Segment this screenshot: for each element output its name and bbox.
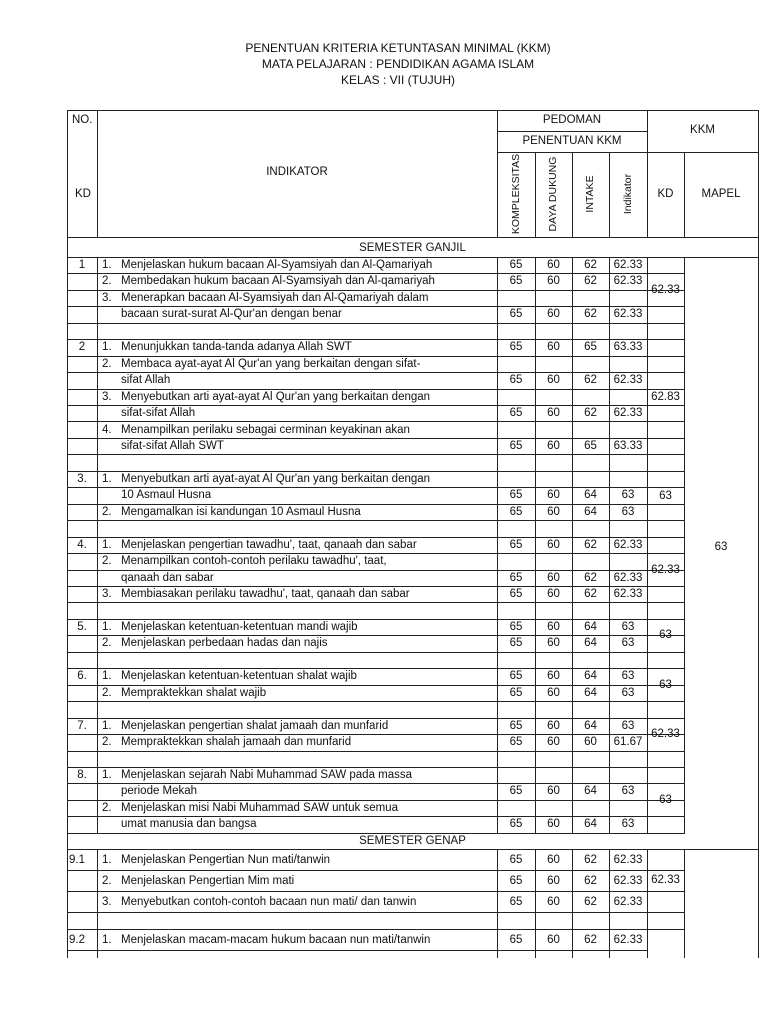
indikator-value: 63.33 [613,440,643,452]
intake-value: 64 [584,687,597,699]
indicator-text: umat manusia dan bangsa [121,818,257,830]
semester-genap: SEMESTER GENAP [359,835,466,847]
kd-number: 4. [77,539,87,551]
daya-dukung-value: 60 [547,539,560,551]
daya-dukung-value: 60 [547,407,560,419]
intake-value: 64 [584,818,597,830]
intake-value: 64 [584,506,597,518]
indicator-index: 2. [102,802,112,814]
grid-line [758,110,759,958]
kd-number: 9.2 [69,934,85,946]
grid-line [67,701,685,702]
indicator-text: Menjelaskan hukum bacaan Al-Syamsiyah dan Al-Qamariyah [121,259,433,271]
grid-line [497,849,498,958]
indicator-index: 3. [102,588,112,600]
indicator-index: 3. [102,896,112,908]
grid-line [535,152,536,237]
grid-line [67,110,759,111]
indicator-index: 1. [102,539,112,551]
intake-value: 62 [584,407,597,419]
indicator-index: 1. [102,621,112,633]
daya-dukung-value: 60 [547,785,560,797]
intake-value: 64 [584,720,597,732]
indikator-value: 63 [621,818,635,830]
kkm-kd-value: 62.33 [651,874,680,886]
grid-line [67,652,685,653]
daya-dukung-value: 60 [547,854,560,866]
indicator-text: 10 Asmaul Husna [121,489,212,501]
grid-line [572,849,573,958]
kkm-kd-value: 63 [659,794,672,806]
indicator-text: Menampilkan contoh-contoh perilaku tawadhu', taat, [121,555,387,567]
grid-line [647,849,648,958]
kd-number: 6. [77,670,87,682]
kompleksitas-value: 65 [509,259,523,271]
grid-line [609,849,610,958]
indicator-index: 2. [102,358,112,370]
grid-line [67,950,648,951]
indikator-value: 63 [621,687,635,699]
indikator-value: 62.33 [613,896,643,908]
indicator-text: Mengamalkan isi kandungan 10 Asmaul Husna [121,506,361,518]
kompleksitas-value: 65 [509,934,523,946]
col-intake: INTAKE [584,175,596,213]
kd-number: 8. [77,769,87,781]
indicator-index: 2. [102,275,112,287]
grid-line [67,110,68,958]
grid-line [497,131,648,132]
indicator-text: sifat-sifat Allah SWT [121,440,224,452]
indicator-text: Menyebutkan contoh-contoh bacaan nun mati/ dan tanwin [121,896,417,908]
grid-line [67,929,685,930]
indikator-value: 62.33 [613,259,643,271]
col-kompleksitas: KOMPLEKSITAS [510,153,522,235]
kompleksitas-value: 65 [509,637,523,649]
indicator-text: sifat Allah [121,374,171,386]
indicator-index: 2. [102,555,112,567]
indicator-text: Membaca ayat-ayat Al Qur'an yang berkaitan dengan sifat- [121,358,421,370]
intake-value: 62 [584,374,597,386]
kompleksitas-value: 65 [509,854,523,866]
grid-line [67,891,685,892]
indicator-index: 4. [102,424,112,436]
intake-value: 65 [584,440,597,452]
daya-dukung-value: 60 [547,670,560,682]
kd-number: 5. [77,621,87,633]
indicator-index: 2. [102,637,112,649]
kompleksitas-value: 65 [509,407,523,419]
indicator-index: 1. [102,341,112,353]
grid-line [67,849,759,850]
indicator-index: 1. [102,934,112,946]
intake-value: 62 [584,308,597,320]
intake-value: 62 [584,854,597,866]
daya-dukung-value: 60 [547,341,560,353]
intake-value: 64 [584,489,597,501]
col-indikator-vertical: Indikator [622,173,634,215]
intake-value: 60 [584,736,597,748]
title-line-2: MATA PELAJARAN : PENDIDIKAN AGAMA ISLAM [261,57,535,71]
intake-value: 62 [584,572,597,584]
indikator-value: 62.33 [613,875,643,887]
grid-line [97,849,98,958]
indicator-text: Menjelaskan perbedaan hadas dan najis [121,637,328,649]
intake-value: 62 [584,588,597,600]
col-kkm-kd: KD [657,188,674,200]
kompleksitas-value: 65 [509,275,523,287]
grid-line [684,849,685,958]
indicator-index: 2. [102,506,112,518]
kd-number: 1 [78,259,86,271]
daya-dukung-value: 60 [547,621,560,633]
kompleksitas-value: 65 [509,588,523,600]
indicator-index: 2. [102,875,112,887]
indikator-value: 63 [621,785,635,797]
indicator-text: Membedakan hukum bacaan Al-Syamsiyah dan Al-qamariyah [121,275,435,287]
intake-value: 62 [584,896,597,908]
kompleksitas-value: 65 [509,308,523,320]
intake-value: 62 [584,539,597,551]
indikator-value: 62.33 [613,407,643,419]
kkm-kd-value: 63 [659,629,672,641]
indikator-value: 63 [621,621,635,633]
indikator-value: 62.33 [613,854,643,866]
grid-line [572,152,573,237]
kompleksitas-value: 65 [509,720,523,732]
kompleksitas-value: 65 [509,374,523,386]
daya-dukung-value: 60 [547,736,560,748]
intake-value: 65 [584,341,597,353]
kkm-kd-value: 62.33 [651,564,680,576]
col-pedoman: PEDOMAN [542,114,602,126]
daya-dukung-value: 60 [547,259,560,271]
daya-dukung-value: 60 [547,637,560,649]
kd-number: 2 [78,341,86,353]
indicator-index: 1. [102,854,112,866]
kompleksitas-value: 65 [509,506,523,518]
grid-line [67,237,759,238]
kompleksitas-value: 65 [509,896,523,908]
kompleksitas-value: 65 [509,572,523,584]
intake-value: 64 [584,670,597,682]
kompleksitas-value: 65 [509,785,523,797]
grid-line [67,870,685,871]
kompleksitas-value: 65 [509,341,523,353]
grid-line [97,257,98,833]
indicator-text: Membiasakan perilaku tawadhu', taat, qanaah dan sabar [121,588,410,600]
grid-line [67,454,685,455]
grid-line [647,257,648,833]
title-line-1: PENENTUAN KRITERIA KETUNTASAN MINIMAL (KKM) [245,41,551,55]
indicator-text: Menjelaskan Pengertian Nun mati/tanwin [121,854,331,866]
indicator-text: Mempraktekkan shalat wajib [121,687,267,699]
kkm-kd-value: 63 [659,490,672,502]
indikator-value: 62.33 [613,588,643,600]
indikator-value: 62.33 [613,308,643,320]
grid-line [609,152,610,237]
kkm-kd-value: 63 [659,679,672,691]
intake-value: 64 [584,785,597,797]
indicator-text: Menjelaskan ketentuan-ketentuan mandi wajib [121,621,358,633]
grid-line [572,257,573,833]
indicator-text: Menjelaskan pengertian shalat jamaah dan munfarid [121,720,389,732]
col-daya-dukung: DAYA DUKUNG [547,156,559,232]
daya-dukung-value: 60 [547,308,560,320]
kompleksitas-value: 65 [509,489,523,501]
intake-value: 64 [584,621,597,633]
grid-line [497,110,498,237]
kd-number: 3. [77,473,87,485]
indicator-index: 1. [102,259,112,271]
daya-dukung-value: 60 [547,934,560,946]
daya-dukung-value: 60 [547,440,560,452]
daya-dukung-value: 60 [547,572,560,584]
kkm-kd-value: 62.33 [651,284,680,296]
grid-line [67,602,685,603]
kompleksitas-value: 65 [509,621,523,633]
kompleksitas-value: 65 [509,687,523,699]
indicator-text: Menampilkan perilaku sebagai cerminan keyakinan akan [121,424,410,436]
intake-value: 62 [584,275,597,287]
kkm-kd-value: 62.83 [651,391,680,403]
daya-dukung-value: 60 [547,275,560,287]
indicator-text: Menjelaskan sejarah Nabi Muhammad SAW pada massa [121,769,413,781]
indikator-value: 63 [621,506,635,518]
indicator-index: 2. [102,687,112,699]
intake-value: 62 [584,934,597,946]
daya-dukung-value: 60 [547,506,560,518]
indicator-text: sifat-sifat Allah [121,407,196,419]
grid-line [67,323,685,324]
indicator-text: Menjelaskan pengertian tawadhu', taat, qanaah dan sabar [121,539,417,551]
col-indikator: INDIKATOR [266,166,328,178]
indicator-index: 3. [102,292,112,304]
indicator-text: bacaan surat-surat Al-Qur'an dengan benar [121,308,342,320]
kd-number: 7. [77,720,87,732]
kompleksitas-value: 65 [509,670,523,682]
indicator-text: Menjelaskan macam-macam hukum bacaan nun mati/tanwin [121,934,431,946]
indicator-index: 1. [102,670,112,682]
grid-line [67,520,685,521]
indikator-value: 63 [621,489,635,501]
indicator-text: Mempraktekkan shalah jamaah dan munfarid [121,736,352,748]
intake-value: 62 [584,875,597,887]
indicator-text: Menjelaskan misi Nabi Muhammad SAW untuk semua [121,802,398,814]
kompleksitas-value: 65 [509,818,523,830]
indikator-value: 62.33 [613,374,643,386]
indicator-text: periode Mekah [121,785,198,797]
grid-line [497,257,498,833]
daya-dukung-value: 60 [547,687,560,699]
col-no: NO. [72,114,93,126]
indicator-index: 1. [102,473,112,485]
daya-dukung-value: 60 [547,896,560,908]
indicator-text: qanaah dan sabar [121,572,214,584]
daya-dukung-value: 60 [547,374,560,386]
indicator-index: 2. [102,736,112,748]
indicator-text: Menyebutkan arti ayat-ayat Al Qur'an yang berkaitan dengan [121,391,431,403]
indicator-text: Menjelaskan ketentuan-ketentuan shalat wajib [121,670,357,682]
kkm-kd-value: 62.33 [651,728,680,740]
intake-value: 64 [584,637,597,649]
kkm-mapel-value: 63 [714,541,728,553]
daya-dukung-value: 60 [547,875,560,887]
grid-line [609,257,610,833]
indikator-value: 62.33 [613,539,643,551]
indicator-text: Menerapkan bacaan Al-Syamsiyah dan Al-Qamariyah dalam [121,292,429,304]
daya-dukung-value: 60 [547,489,560,501]
grid-line [535,849,536,958]
grid-line [67,421,685,422]
grid-line [535,257,536,833]
indicator-text: Menyebutkan arti ayat-ayat Al Qur'an yang berkaitan dengan [121,473,431,485]
grid-line [67,751,685,752]
grid-line [67,912,685,913]
indikator-value: 62.33 [613,275,643,287]
indikator-value: 62.33 [613,934,643,946]
indicator-text: Menunjukkan tanda-tanda adanya Allah SWT [121,341,352,353]
indikator-value: 63 [621,637,635,649]
indicator-index: 1. [102,769,112,781]
kompleksitas-value: 65 [509,440,523,452]
title-line-3: KELAS : VII (TUJUH) [340,73,456,87]
indicator-index: 1. [102,720,112,732]
kompleksitas-value: 65 [509,875,523,887]
col-mapel: MAPEL [701,188,741,200]
col-kkm: KKM [690,124,715,136]
kompleksitas-value: 65 [509,736,523,748]
daya-dukung-value: 60 [547,588,560,600]
indikator-value: 62.33 [613,572,643,584]
indikator-value: 63 [621,670,635,682]
kd-number: 9.1 [69,854,85,866]
daya-dukung-value: 60 [547,818,560,830]
indicator-index: 3. [102,391,112,403]
col-penentuan: PENENTUAN KKM [522,135,622,147]
intake-value: 62 [584,259,597,271]
indikator-value: 61.67 [613,736,643,748]
kompleksitas-value: 65 [509,539,523,551]
daya-dukung-value: 60 [547,720,560,732]
semester-ganjil: SEMESTER GANJIL [359,242,466,254]
col-kd: KD [75,188,91,200]
indikator-value: 63 [621,720,635,732]
indikator-value: 63.33 [613,341,643,353]
indicator-text: Menjelaskan Pengertian Mim mati [121,875,295,887]
